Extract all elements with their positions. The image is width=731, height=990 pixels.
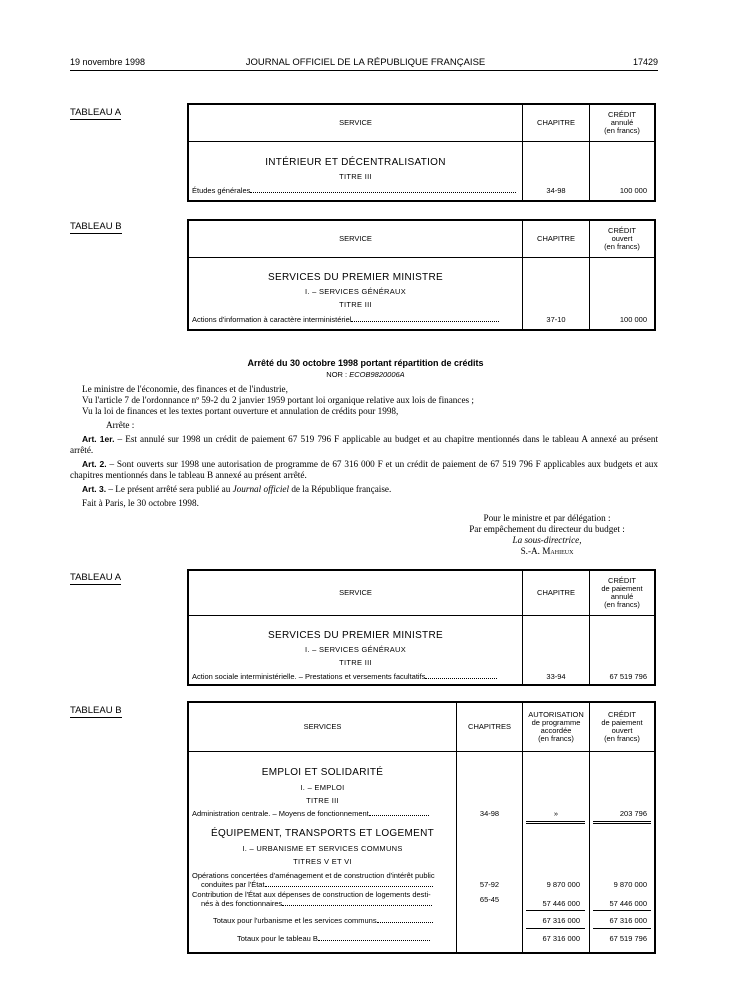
total-credit: 67 519 796 bbox=[609, 934, 647, 943]
col-autorisation: AUTORISATION de programme accordée (en francs) bbox=[528, 710, 584, 743]
article-1: Art. 1er. – Est annulé sur 1998 un crédit de paiement 67 519 796 F applicable au budget et au chapitre mentionnés dans le tableau A annexé au présent arrêté. bbox=[70, 434, 658, 455]
table-row-label-line1: Opérations concertées d'aménagement et de construction d'intérêt public bbox=[192, 871, 435, 880]
row-credit: 57 446 000 bbox=[609, 899, 647, 908]
header-rule bbox=[70, 70, 658, 71]
row-autorisation: 9 870 000 bbox=[546, 880, 580, 889]
page-date: 19 novembre 1998 bbox=[70, 57, 146, 67]
col-service: SERVICE bbox=[339, 588, 372, 597]
row-chapitre: 33-94 bbox=[546, 672, 566, 681]
table3 bbox=[187, 569, 656, 686]
row-chapitre: 57-92 bbox=[479, 880, 500, 889]
arrete-nor: NOR : ECOB9820006A bbox=[326, 370, 405, 379]
total-autorisation: 67 316 000 bbox=[542, 934, 580, 943]
col-service: SERVICE bbox=[339, 118, 372, 127]
totals-row: Totaux pour l'urbanisme et les services communs bbox=[213, 916, 433, 925]
section-subtitle: I. – SERVICES GÉNÉRAUX bbox=[304, 645, 407, 654]
row-chapitre: 37-10 bbox=[546, 315, 566, 324]
table-row-label: Administration centrale. – Moyens de fonctionnement bbox=[192, 809, 429, 818]
row-autorisation: 57 446 000 bbox=[542, 899, 580, 908]
total-autorisation: 67 316 000 bbox=[542, 916, 580, 925]
section-subtitle: I. – SERVICES GÉNÉRAUX bbox=[304, 287, 407, 296]
table2-label: TABLEAU B bbox=[70, 221, 122, 232]
section-titre: TITRE III bbox=[339, 172, 372, 181]
paragraph: Vu la loi de finances et les textes portant ouverture et annulation de crédits pour 1998, bbox=[82, 406, 399, 416]
section-titre: TITRE III bbox=[306, 796, 339, 805]
col-credit: CRÉDIT ouvert (en francs) bbox=[604, 226, 640, 251]
table3-label: TABLEAU A bbox=[70, 572, 122, 583]
col-credit: CRÉDIT de paiement ouvert (en francs) bbox=[601, 710, 643, 743]
totals-row: Totaux pour le tableau B bbox=[237, 934, 430, 943]
section-title: INTÉRIEUR ET DÉCENTRALISATION bbox=[265, 157, 446, 168]
row-credit: 9 870 000 bbox=[613, 880, 647, 889]
section-title: SERVICES DU PREMIER MINISTRE bbox=[268, 630, 443, 641]
table-row-label-line2: nés à des fonctionnaires bbox=[201, 899, 432, 908]
arrete-body bbox=[70, 384, 658, 509]
row-chapitre: 34-98 bbox=[546, 186, 566, 195]
section-title: SERVICES DU PREMIER MINISTRE bbox=[268, 272, 443, 283]
paragraph: Fait à Paris, le 30 octobre 1998. bbox=[82, 498, 199, 508]
section-subtitle: I. – URBANISME ET SERVICES COMMUNS bbox=[242, 844, 403, 853]
table-row-label-line1: Contribution de l'État aux dépenses de construction de logements desti- bbox=[192, 890, 431, 899]
table4-label: TABLEAU B bbox=[70, 705, 122, 716]
section-subtitle: I. – EMPLOI bbox=[300, 783, 345, 792]
paragraph: Le ministre de l'économie, des finances et de l'industrie, bbox=[82, 384, 288, 394]
table-row-label: Action sociale interministérielle. – Prestations et versements facultatifs bbox=[192, 672, 497, 681]
paragraph: Vu l'article 7 de l'ordonnance nº 59-2 du 2 janvier 1959 portant loi organique relative aux lois de finances ; bbox=[82, 395, 474, 405]
section-title: EMPLOI ET SOLIDARITÉ bbox=[261, 767, 384, 778]
journal-title: JOURNAL OFFICIEL DE LA RÉPUBLIQUE FRANÇAISE bbox=[245, 57, 486, 68]
row-chapitre: 34-98 bbox=[479, 809, 500, 818]
col-service: SERVICE bbox=[339, 234, 372, 243]
arrete-title: Arrêté du 30 octobre 1998 portant répartition de crédits bbox=[247, 358, 484, 368]
article-3: Art. 3. – Le présent arrêté sera publié au Journal officiel de la République française. bbox=[82, 484, 392, 494]
table4 bbox=[187, 701, 656, 954]
col-chapitre: CHAPITRE bbox=[537, 234, 575, 243]
row-credit: 203 796 bbox=[619, 809, 647, 818]
col-chapitre: CHAPITRE bbox=[537, 588, 575, 597]
table1 bbox=[187, 103, 656, 202]
col-credit: CRÉDIT de paiement annulé (en francs) bbox=[601, 576, 643, 609]
row-credit: 100 000 bbox=[619, 315, 647, 324]
row-credit: 67 519 796 bbox=[609, 672, 647, 681]
section-title: ÉQUIPEMENT, TRANSPORTS ET LOGEMENT bbox=[210, 828, 435, 839]
paragraph: Arrête : bbox=[106, 420, 135, 430]
page-number: 17429 bbox=[632, 57, 658, 67]
row-chapitre: 65-45 bbox=[479, 895, 500, 904]
table-row-label: Études générales bbox=[192, 186, 519, 195]
section-titre: TITRE III bbox=[339, 300, 372, 309]
table-row-label: Actions d'information à caractère interministériel bbox=[192, 315, 499, 324]
table1-label: TABLEAU A bbox=[70, 107, 122, 118]
col-chapitre: CHAPITRE bbox=[537, 118, 575, 127]
table2 bbox=[187, 219, 656, 331]
row-autorisation: » bbox=[553, 809, 559, 818]
section-titre: TITRE III bbox=[339, 658, 372, 667]
table-row-label-line2: conduites par l'État bbox=[201, 880, 433, 889]
col-chapitres: CHAPITRES bbox=[468, 722, 511, 731]
signature-block: Pour le ministre et par délégation : Par empêchement du directeur du budget : La sous-directrice, S.-A. Mahieux bbox=[469, 513, 625, 556]
total-credit: 67 316 000 bbox=[609, 916, 647, 925]
article-2: Art. 2. – Sont ouverts sur 1998 une autorisation de programme de 67 316 000 F et un crédit de paiement de 67 519 796 F applicables aux budgets et aux chapitres mentionnés dans le tableau B annexé au présent arrêté. bbox=[70, 459, 658, 480]
col-credit: CRÉDIT annulé (en francs) bbox=[604, 110, 640, 135]
col-services: SERVICES bbox=[303, 722, 342, 731]
section-titre: TITRES V ET VI bbox=[293, 857, 352, 866]
row-credit: 100 000 bbox=[619, 186, 647, 195]
